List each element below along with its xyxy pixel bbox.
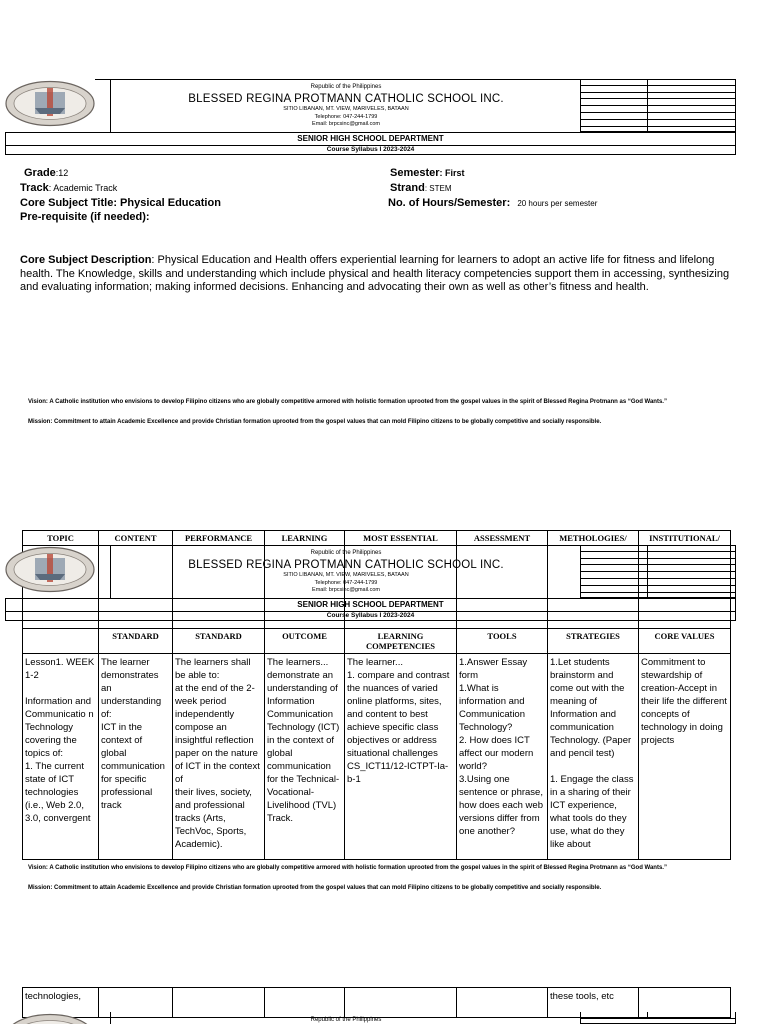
table-row [23, 654, 731, 860]
subheader-tools: TOOLS [457, 629, 548, 654]
cell-competencies: The learner... 1. compare and contrast the nuances of varied online platforms, sites, and content to best achieve specific class objectives or address situational challenges CS_ICT11/12-ICTPT-Ia-b-1 [345, 654, 457, 860]
header-grid [580, 79, 736, 132]
header-content: CONTENT [99, 531, 173, 546]
subheader-topic [23, 629, 99, 654]
school-header-bottom [5, 1012, 736, 1024]
mission-text-repeat: Mission: Commitment to attain Academic Excellence and provide Christian formation uprooted from the gospel values that can mold Filipino citizens to be globally competitive and socially responsible. [28, 885, 602, 891]
strand-label: Strand [390, 182, 425, 194]
subject-line [20, 197, 221, 209]
republic-text: Republic of the Philippines [310, 1017, 382, 1023]
school-email: Email: brpcsinc@gmail.com [312, 121, 380, 127]
track-label: Track [20, 182, 49, 194]
subheader-competencies: LEARNING COMPETENCIES [345, 629, 457, 654]
strand-value: : STEM [424, 184, 452, 193]
header-grid [580, 1012, 736, 1024]
subheader-core-values: CORE VALUES [639, 629, 731, 654]
subject-label: Core Subject Title [20, 197, 114, 209]
subheader-outcome: OUTCOME [265, 629, 345, 654]
school-address: SITIO LIBANAN, MT. VIEW, MARIVELES, BATAAN [283, 106, 409, 112]
school-telephone: Telephone: 047-244-1799 [314, 579, 378, 586]
grade-line [24, 167, 68, 179]
cell-topic: technologies, [23, 988, 99, 1018]
header-topic: TOPIC [23, 531, 99, 546]
header-institutional: INSTITUTIONAL/ [639, 531, 731, 546]
syllabus-band: Course Syllabus I 2023-2024 [5, 611, 736, 621]
department-band: SENIOR HIGH SCHOOL DEPARTMENT [5, 132, 736, 146]
school-logo-icon [5, 80, 95, 127]
header-assessment: ASSESSMENT [457, 531, 548, 546]
school-telephone: Telephone: 047-244-1799 [314, 113, 378, 120]
semester-line [390, 167, 465, 179]
school-header [5, 79, 736, 157]
school-name: BLESSED REGINA PROTMANN CATHOLIC SCHOOL INC. [188, 93, 504, 105]
subheader-content-standard: STANDARD [99, 629, 173, 654]
strand-line [390, 182, 452, 194]
subject-description [20, 254, 732, 295]
school-name: BLESSED REGINA PROTMANN CATHOLIC SCHOOL INC. [188, 559, 504, 571]
prereq-line [20, 211, 150, 223]
header-grid [580, 545, 736, 598]
subheader-performance-standard: STANDARD [173, 629, 265, 654]
track-line [20, 182, 117, 194]
republic-text: Republic of the Philippines [310, 84, 382, 90]
cell-topic: Lesson1. WEEK 1-2 Information and Communicatio n Technology covering the topics of: 1. The current state of ICT technologies (i.e., Web 2.0, 3.0, convergent [23, 654, 99, 860]
hours-line [388, 197, 597, 209]
cell-content-standard: The learner demonstrates an understanding of: ICT in the context of global communication for specific professional track [99, 654, 173, 860]
cell-strategies: these tools, etc [548, 988, 639, 1018]
vision-text: Vision: A Catholic institution who envisions to develop Filipino citizens who are globally competitive armored with holistic formation uprooted from the gospel values in the spirit of Blessed Regina Protmann as “God Wants.” [28, 399, 667, 405]
cell-performance-standard: The learners shall be able to: at the end of the 2-week period independently compose an insightful reflection paper on the nature of ICT in the context of their lives, society, and professional tracks (Arts, TechVoc, Sports, Academic). [173, 654, 265, 860]
republic-text: Republic of the Philippines [310, 550, 382, 556]
hours-value: 20 hours per semester [517, 199, 598, 208]
school-email: Email: brpcsinc@gmail.com [312, 587, 380, 593]
header-essential: MOST ESSENTIAL [345, 531, 457, 546]
description-text: : Physical Education and Health offers experiential learning for learners to adopt an active life for fitness and lifelong health. The Knowledge, skills and understanding which include physical and health literacy competencies support them in accessing, synthesizing and evaluating information; making informed decisions. Enhancing and advocating their own as well as other’s fitness and health. [20, 254, 730, 293]
hours-label: No. of Hours/Semester: [388, 197, 511, 209]
prereq-label: Pre-requisite (if needed): [20, 211, 150, 223]
header-title-block [110, 79, 581, 133]
header-methodologies: METHOLOGIES/ [548, 531, 639, 546]
cell-outcome: The learners... demonstrate an understanding of Information Communication Technology (ICT) in the context of global communication for the Technical-Vocational-Livelihood (TVL) Track. [265, 654, 345, 860]
track-value: : Academic Track [48, 183, 118, 193]
semester-label: Semester [390, 167, 440, 179]
grade-label: Grade [24, 167, 56, 179]
cell-tools: 1.Answer Essay form 1.What is information and Communication Technology? 2. How does ICT affect our modern world? 3.Using one sentence or phrase, how does each web versions differ from one another? [457, 654, 548, 860]
cell-strategies: 1.Let students brainstorm and come out with the meaning of Information and communication Technology. (Paper and pencil test) 1. Engage the class in a sharing of their ICT experience, what tools do they use, what do they like about [548, 654, 639, 860]
syllabus-band: Course Syllabus I 2023-2024 [5, 145, 736, 155]
header-title-block [110, 1012, 581, 1024]
header-learning: LEARNING [265, 531, 345, 546]
school-address: SITIO LIBANAN, MT. VIEW, MARIVELES, BATAAN [283, 572, 409, 578]
department-band: SENIOR HIGH SCHOOL DEPARTMENT [5, 598, 736, 612]
description-label: Core Subject Description [20, 254, 152, 266]
subject-value: : Physical Education [113, 197, 221, 209]
semester-value: : First [439, 168, 465, 178]
school-logo-icon [5, 1013, 95, 1024]
cell-core-values: Commitment to stewardship of creation-Accept in their life the different concepts of technology in doing projects [639, 654, 731, 860]
subheader-strategies: STRATEGIES [548, 629, 639, 654]
mission-text: Mission: Commitment to attain Academic Excellence and provide Christian formation uprooted from the gospel values that can mold Filipino citizens to be globally competitive and socially responsible. [28, 419, 602, 425]
grade-value: :12 [55, 168, 69, 178]
header-title-block [110, 545, 581, 599]
vision-text-repeat: Vision: A Catholic institution who envisions to develop Filipino citizens who are globally competitive armored with holistic formation uprooted from the gospel values in the spirit of Blessed Regina Protmann as “God Wants.” [28, 865, 667, 871]
school-logo-icon [5, 546, 95, 593]
school-header-repeat [5, 545, 736, 623]
header-performance: PERFORMANCE [173, 531, 265, 546]
